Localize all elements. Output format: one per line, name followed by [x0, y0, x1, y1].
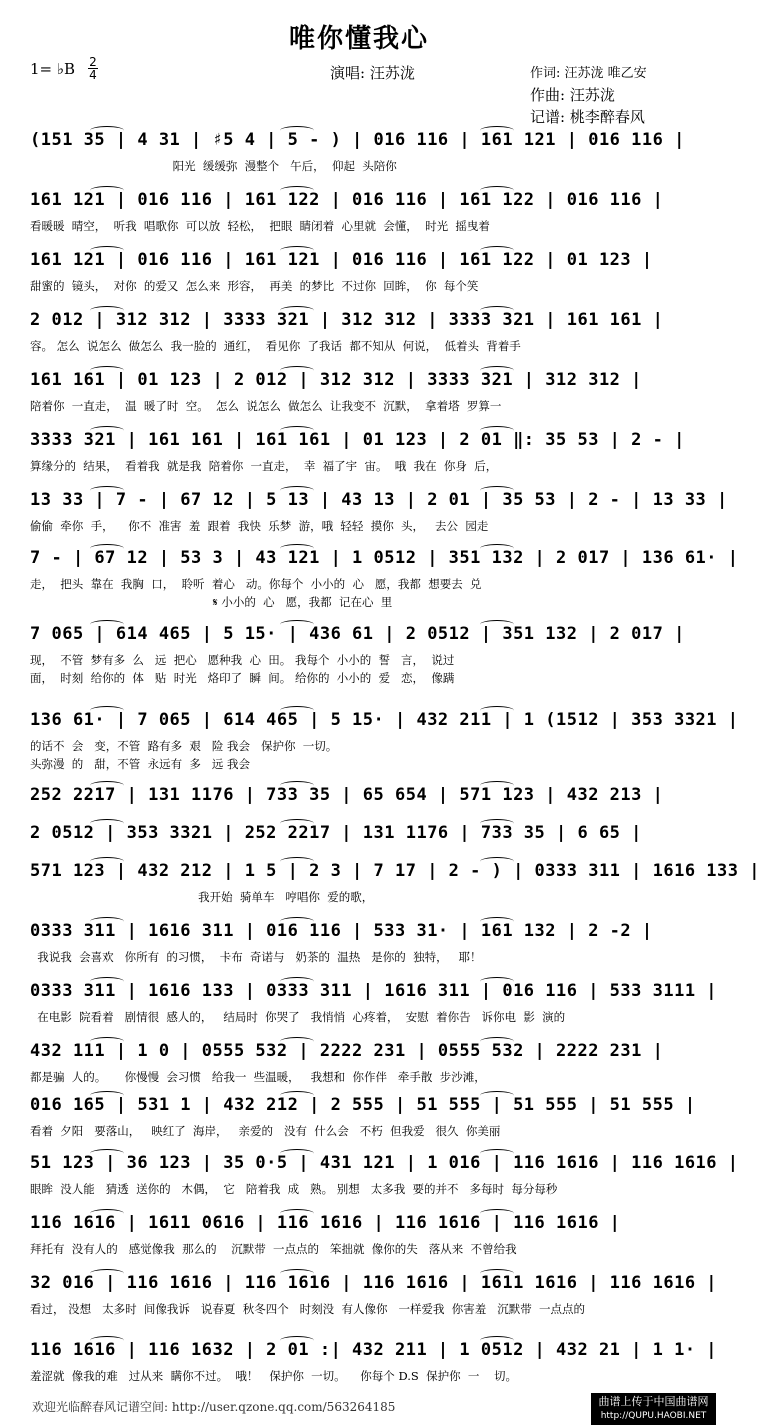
slur-mark: [90, 306, 124, 315]
logo-title: 曲谱上传于中国曲谱网: [598, 1395, 709, 1408]
slur-mark: [90, 126, 124, 135]
notation-line: 7 - | 67 12 | 53 3 | 43 121 | 1 0512 | 351 132 | 2 017 | 136 61· |: [30, 548, 739, 568]
slur-mark: [480, 1336, 514, 1345]
slur-mark: [480, 917, 514, 926]
slur-mark: [480, 246, 514, 255]
slur-mark: [480, 544, 514, 553]
slur-mark: [480, 1269, 514, 1278]
lyric-line: 我说我 会喜欢 你所有 的习惯， 卡布 奇诺与 奶茶的 温热 是你的 独特， 耶！: [30, 950, 482, 964]
slur-mark: [280, 1209, 314, 1218]
slur-mark: [280, 1149, 314, 1158]
notation-line: 7 065 | 614 465 | 5 15· | 436 61 | 2 0512 | 351 132 | 2 017 |: [30, 624, 685, 644]
slur-mark: [280, 1336, 314, 1345]
footer-text: 欢迎光临醉春风记谱空间: http://user.qzone.qq.com/563264185: [32, 1400, 396, 1414]
notation-line: 161 121 | 016 116 | 161 122 | 016 116 | 161 122 | 016 116 |: [30, 190, 664, 210]
slur-mark: [280, 1037, 314, 1046]
slur-mark: [90, 706, 124, 715]
score-row: [30, 370, 680, 426]
slur-mark: [280, 1269, 314, 1278]
slur-mark: [480, 186, 514, 195]
slur-mark: [480, 426, 514, 435]
notation-line: 32 016 | 116 1616 | 116 1616 | 116 1616 | 1611 1616 | 116 1616 |: [30, 1273, 718, 1293]
score-row: [30, 861, 760, 917]
score-row: [30, 710, 739, 771]
slur-mark: [90, 246, 124, 255]
slur-mark: [90, 819, 124, 828]
notation-line: 252 2217 | 131 1176 | 733 35 | 65 654 | 571 123 | 432 213 |: [30, 785, 664, 805]
slur-mark: [90, 366, 124, 375]
notation-line: (151 35 | 4 31 | ♯5 4 | 5 - ) | 016 116 | 161 121 | 016 116 |: [30, 130, 685, 150]
lyric-line: 的话不 会 变，不管 路有多 艰 险 我会 保护你 一切。: [30, 739, 338, 753]
score-row: [30, 1095, 696, 1151]
lyric-line: 现， 不管 梦有多 么 远 把心 愿种我 心 田。 我每个 小小的 誓 言， 说过: [30, 653, 455, 667]
notation-line: 0333 311 | 1616 133 | 0333 311 | 1616 311 | 016 116 | 533 3111 |: [30, 981, 718, 1001]
slur-mark: [280, 917, 314, 926]
lyric-line: 陪着你 一直走， 温 暖了时 空。 怎么 说怎么 做怎么 让我变不 沉默， 拿着塔 罗算一: [30, 399, 502, 413]
lyric-line: 头弥漫 的 甜，不管 永远有 多 远 我会: [30, 757, 251, 771]
score-row: [30, 130, 685, 186]
time-signature-top: 2: [89, 55, 97, 69]
slur-mark: [280, 186, 314, 195]
score-row: [30, 548, 739, 609]
slur-mark: [480, 620, 514, 629]
score-row: [30, 981, 718, 1037]
notation-line: 2 0512 | 353 3321 | 252 2217 | 131 1176 | 733 35 | 6 65 |: [30, 823, 642, 843]
slur-mark: [280, 126, 314, 135]
lyric-line: 看着 夕阳 要落山， 映红了 海岸， 亲爱的 没有 什么会 不朽 但我爱 很久 你美丽: [30, 1124, 501, 1138]
lyric-line: 拜托有 没有人的 感觉像我 那么的 沉默带 一点点的 笨拙就 像你的失 落从来 不曾给我: [30, 1242, 517, 1256]
slur-mark: [90, 1269, 124, 1278]
lyricist-credit: 作词: 汪苏泷 唯乙安: [530, 66, 647, 81]
score-row: [30, 1213, 680, 1269]
notation-line: 432 111 | 1 0 | 0555 532 | 2222 231 | 0555 532 | 2222 231 |: [30, 1041, 664, 1061]
notation-line: 51 123 | 36 123 | 35 0·5 | 431 121 | 1 016 | 116 1616 | 116 1616 |: [30, 1153, 739, 1173]
slur-mark: [90, 620, 124, 629]
score-row: [30, 921, 680, 977]
lyric-line: 走， 把头 靠在 我胸 口， 聆听 着心 动。你每个 小小的 心 愿，我都 想要去 兑: [30, 577, 482, 591]
slur-mark: [90, 186, 124, 195]
lyric-line: 𝄋 小小的 心 愿，我都 记在心 里: [30, 595, 393, 609]
slur-mark: [480, 1037, 514, 1046]
lyric-line: 在电影 院看着 剧情很 感人的， 结局时 你哭了 我悄悄 心疼着， 安慰 着你告 诉你电 影 演的: [30, 1010, 566, 1024]
slur-mark: [480, 706, 514, 715]
score-row: [30, 490, 728, 546]
song-title: 唯你懂我心: [288, 24, 429, 54]
lyric-line: 眼眸 没人能 猜透 送你的 木偶， 它 陪着我 成 熟。 别想 太多我 要的并不 多每时 每分每秒: [30, 1182, 558, 1196]
notation-line: 116 1616 | 1611 0616 | 116 1616 | 116 1616 | 116 1616 |: [30, 1213, 621, 1233]
lyric-line: 甜蜜的 镜头， 对你 的爱又 怎么来 形容， 再美 的梦比 不过你 回眸， 你 每个笑: [30, 279, 479, 293]
slur-mark: [480, 857, 514, 866]
slur-mark: [90, 486, 124, 495]
lyric-line: 都是骗 人的。 你慢慢 会习惯 给我一 些温暖， 我想和 你作伴 牵手散 步沙滩，: [30, 1070, 486, 1084]
slur-mark: [480, 1091, 514, 1100]
slur-mark: [280, 857, 314, 866]
score-row: [30, 1153, 739, 1209]
lyric-line: 面， 时刻 给你的 体 贴 时光 烙印了 瞬 间。 给你的 小小的 爱 恋， 像蹒: [30, 671, 455, 685]
score-row: [30, 430, 685, 486]
slur-mark: [480, 977, 514, 986]
notation-line: 161 161 | 01 123 | 2 012 | 312 312 | 3333 321 | 312 312 |: [30, 370, 642, 390]
slur-mark: [480, 306, 514, 315]
slur-mark: [280, 486, 314, 495]
score-row: [30, 310, 680, 366]
lyric-line: 我开始 骑单车 哼唱你 爱的歌，: [30, 890, 374, 904]
notation-line: 116 1616 | 116 1632 | 2 01 :| 432 211 | 1 0512 | 432 21 | 1 1· |: [30, 1340, 718, 1360]
composer-credit: 作曲: 汪苏泷: [530, 86, 615, 104]
lyric-line: 看暖暖 晴空， 听我 唱歌你 可以放 轻松， 把眼 睛闭着 心里就 会懂， 时光 摇曳着: [30, 219, 490, 233]
notation-line: 2 012 | 312 312 | 3333 321 | 312 312 | 3333 321 | 161 161 |: [30, 310, 664, 330]
slur-mark: [280, 706, 314, 715]
slur-mark: [480, 1209, 514, 1218]
slur-mark: [480, 126, 514, 135]
notation-line: 571 123 | 432 212 | 1 5 | 2 3 | 7 17 | 2 - ) | 0333 311 | 1616 133 |: [30, 861, 760, 881]
slur-mark: [280, 819, 314, 828]
site-logo: [591, 1393, 716, 1425]
time-signature-bottom: 4: [89, 68, 97, 82]
slur-mark: [280, 781, 314, 790]
slur-mark: [280, 426, 314, 435]
slur-mark: [90, 857, 124, 866]
slur-mark: [90, 781, 124, 790]
slur-mark: [280, 544, 314, 553]
slur-mark: [90, 1209, 124, 1218]
score-row: [30, 1340, 718, 1396]
notation-line: 016 165 | 531 1 | 432 212 | 2 555 | 51 555 | 51 555 | 51 555 |: [30, 1095, 696, 1115]
slur-mark: [480, 819, 514, 828]
time-signature: [88, 56, 98, 81]
slur-mark: [90, 1336, 124, 1345]
score-row: [30, 250, 680, 306]
slur-mark: [480, 366, 514, 375]
slur-mark: [90, 1091, 124, 1100]
slur-mark: [280, 306, 314, 315]
score-row: [30, 624, 685, 685]
slur-mark: [480, 486, 514, 495]
singer-credit: 演唱: 汪苏泷: [330, 64, 415, 82]
lyric-line: 算缘分的 结果， 看着我 就是我 陪着你 一直走， 幸 福了宇 宙。 哦 我在 你身 后，: [30, 459, 498, 473]
slur-mark: [480, 1149, 514, 1158]
notation-line: 13 33 | 7 - | 67 12 | 5 13 | 43 13 | 2 01 | 35 53 | 2 - | 13 33 |: [30, 490, 728, 510]
slur-mark: [280, 977, 314, 986]
lyric-line: 看过， 没想 太多时 间像我诉 说春夏 秋冬四个 时刻没 有人像你 一样爱我 你害羞 沉默带 一点点的: [30, 1302, 586, 1316]
slur-mark: [480, 781, 514, 790]
transcriber-credit: 记谱: 桃李醉春风: [530, 108, 645, 126]
slur-mark: [90, 544, 124, 553]
notation-line: 161 121 | 016 116 | 161 121 | 016 116 | 161 122 | 01 123 |: [30, 250, 653, 270]
notation-line: 0333 311 | 1616 311 | 016 116 | 533 31· | 161 132 | 2 -2 |: [30, 921, 653, 941]
slur-mark: [90, 426, 124, 435]
score-row: [30, 1041, 680, 1097]
slur-mark: [90, 917, 124, 926]
slur-mark: [90, 1149, 124, 1158]
slur-mark: [280, 1091, 314, 1100]
slur-mark: [280, 620, 314, 629]
lyric-line: 羞涩就 像我的难 过从来 瞒你不过。 哦！ 保护你 一切。 你每个 D.S 保护你 一 切。: [30, 1369, 518, 1383]
slur-mark: [90, 977, 124, 986]
lyric-line: 偷偷 牵你 手， 你不 准害 羞 跟着 我快 乐梦 游，哦 轻轻 摸你 头， 去公 园走: [30, 519, 489, 533]
notation-line: 3333 321 | 161 161 | 161 161 | 01 123 | 2 01 ‖: 35 53 | 2 - |: [30, 430, 685, 450]
slur-mark: [90, 1037, 124, 1046]
score-row: [30, 190, 680, 246]
logo-url: http://QUPU.HAOBI.NET: [600, 1411, 707, 1421]
notation-line: 136 61· | 7 065 | 614 465 | 5 15· | 432 211 | 1 (1512 | 353 3321 |: [30, 710, 739, 730]
lyric-line: 阳光 缓缓弥 漫整个 午后， 仰起 头陪你: [30, 159, 397, 173]
slur-mark: [280, 366, 314, 375]
slur-mark: [280, 246, 314, 255]
lyric-line: 容。 怎么 说怎么 做怎么 我一脸的 通红， 看见你 了我话 都不知从 何说， 低着头 背着手: [30, 339, 521, 353]
score-row: [30, 1273, 718, 1329]
key-signature: 1= ♭B: [30, 60, 75, 78]
